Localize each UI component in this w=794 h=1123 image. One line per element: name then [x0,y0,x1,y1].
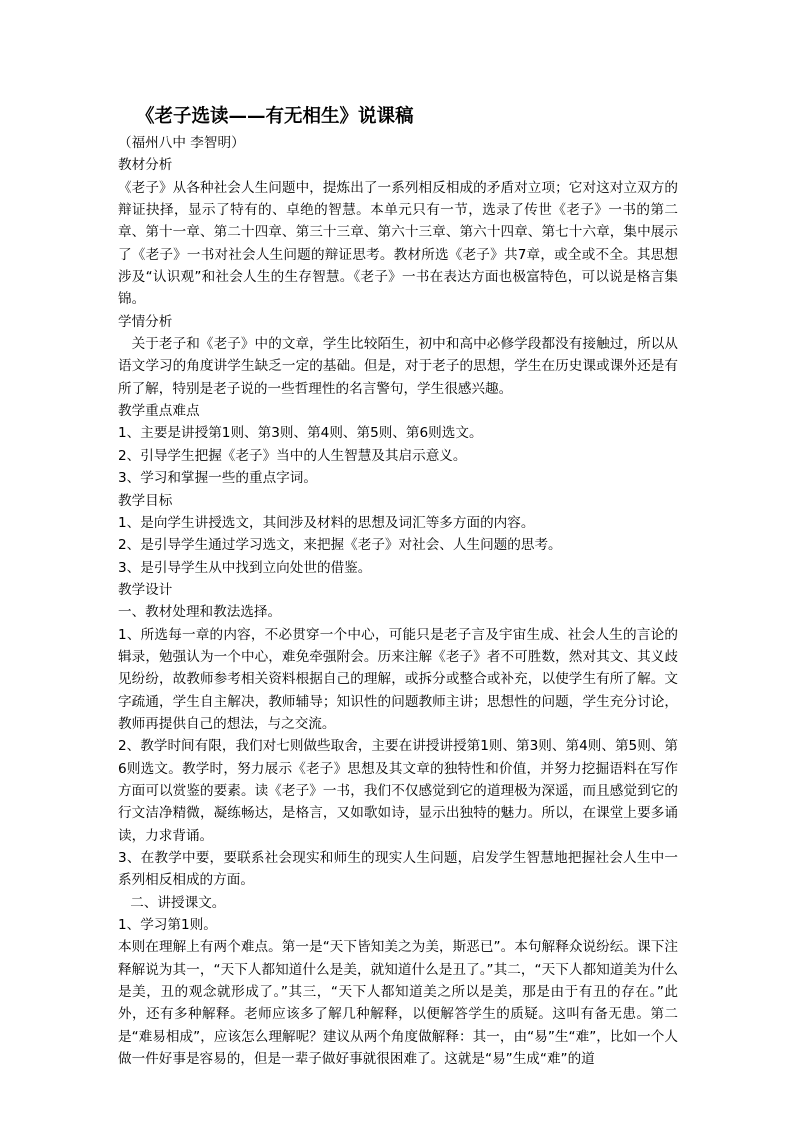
list-item: 2、是引导学生通过学习选文，来把握《老子》对社会、人生问题的思考。 [118,537,562,554]
subheading: 一、教材处理和教法选择。 [118,604,282,621]
document-page [118,102,678,1070]
paragraph-student-analysis: 关于老子和《老子》中的文章，学生比较陌生，初中和高中必修学段都没有接触过，所以从语文学习的角度讲学生缺乏一定的基础。但是，对于老子的思想，学生在历史课或课外还是有所了解，特别是老子说的一些哲理性的名言警句，学生很感兴趣。 [118,336,678,397]
subheading: 二、讲授课文。 [130,894,226,911]
paragraph: 3、在教学中要，要联系社会现实和师生的现实人生问题，启发学生智慧地把握社会人生中一系列相反相成的方面。 [118,850,678,889]
list-item: 3、是引导学生从中找到立向处世的借鉴。 [118,559,372,576]
list-item: 1、是向学生讲授选文，其间涉及材料的思想及词汇等多方面的内容。 [118,514,535,531]
paragraph: 本则在理解上有两个难点。第一是“天下皆知美之为美，斯恶已”。本句解释众说纷纭。课下注释解说为其一，“天下人都知道什么是美，就知道什么是丑了。”其二，“天下人都知道美为什么是美，丑的观念就形成了。”其三，“天下人都知道美之所以是美，那是由于有丑的存在。”此外，还有多种解释。老师应该多了解几种解释，以便解答学生的质疑。这叫有备无患。第二是“难易相成”，应该怎么理解呢？建议从两个角度做解释：其一，由“易”生“难”，比如一个人做一件好事是容易的，但是一辈子做好事就很困难了。这就是“易”生成“难”的道 [118,939,678,1068]
section-heading-teaching-goals: 教学目标 [118,492,173,509]
section-heading-student-analysis: 学情分析 [118,313,173,330]
paragraph-textbook-analysis: 《老子》从各种社会人生问题中，提炼出了一系列相反相成的矛盾对立项；它对这对立双方的辩证抉择，显示了特有的、卓绝的智慧。本单元只有一节，选录了传世《老子》一书的第二章、第十一章、第二十四章、第三十三章、第六十三章、第六十四章、第七十六章，集中展示了《老子》一书对社会人生问题的辩证思考。教材所选《老子》共7章，或全或不全。其思想涉及“认识观”和社会人生的生存智慧。《老子》一书在表达方面也极富特色，可以说是格言集锦。 [118,179,678,308]
section-heading-teaching-design: 教学设计 [118,581,173,598]
list-item: 3、学习和掌握一些的重点字词。 [118,470,317,487]
list-item: 2、引导学生把握《老子》当中的人生智慧及其启示意义。 [118,447,467,464]
author-line: （福州八中 李智明） [118,135,245,151]
section-heading-textbook-analysis: 教材分析 [118,157,173,174]
section-heading-key-points: 教学重点难点 [118,403,200,420]
page-title: 《老子选读——有无相生》说课稿 [136,106,414,127]
subheading: 1、学习第1则。 [118,917,217,934]
paragraph: 2、教学时间有限，我们对七则做些取舍，主要在讲授讲授第1则、第3则、第4则、第5则、第6则选文。教学时，努力展示《老子》思想及其文章的独特性和价值，并努力挖掘语料在写作方面可以赏鉴的要素。读《老子》一书，我们不仅感觉到它的道理极为深遥，而且感觉到它的行文洁净精微，凝练畅达，是格言，又如歌如诗，显示出独特的魅力。所以，在课堂上要多诵读，力求背诵。 [118,738,678,844]
paragraph: 1、所选每一章的内容，不必贯穿一个中心，可能只是老子言及宇宙生成、社会人生的言论的辑录，勉强认为一个中心，难免牵强附会。历来注解《老子》者不可胜数，然对其文、其义歧见纷纷，故教师参考相关资料根据自己的理解，或拆分或整合或补充，以使学生有所了解。文字疏通，学生自主解决，教师辅导；知识性的问题教师主讲；思想性的问题，学生充分讨论，教师再提供自己的想法，与之交流。 [118,626,678,732]
list-item: 1、主要是讲授第1则、第3则、第4则、第5则、第6则选文。 [118,425,483,442]
